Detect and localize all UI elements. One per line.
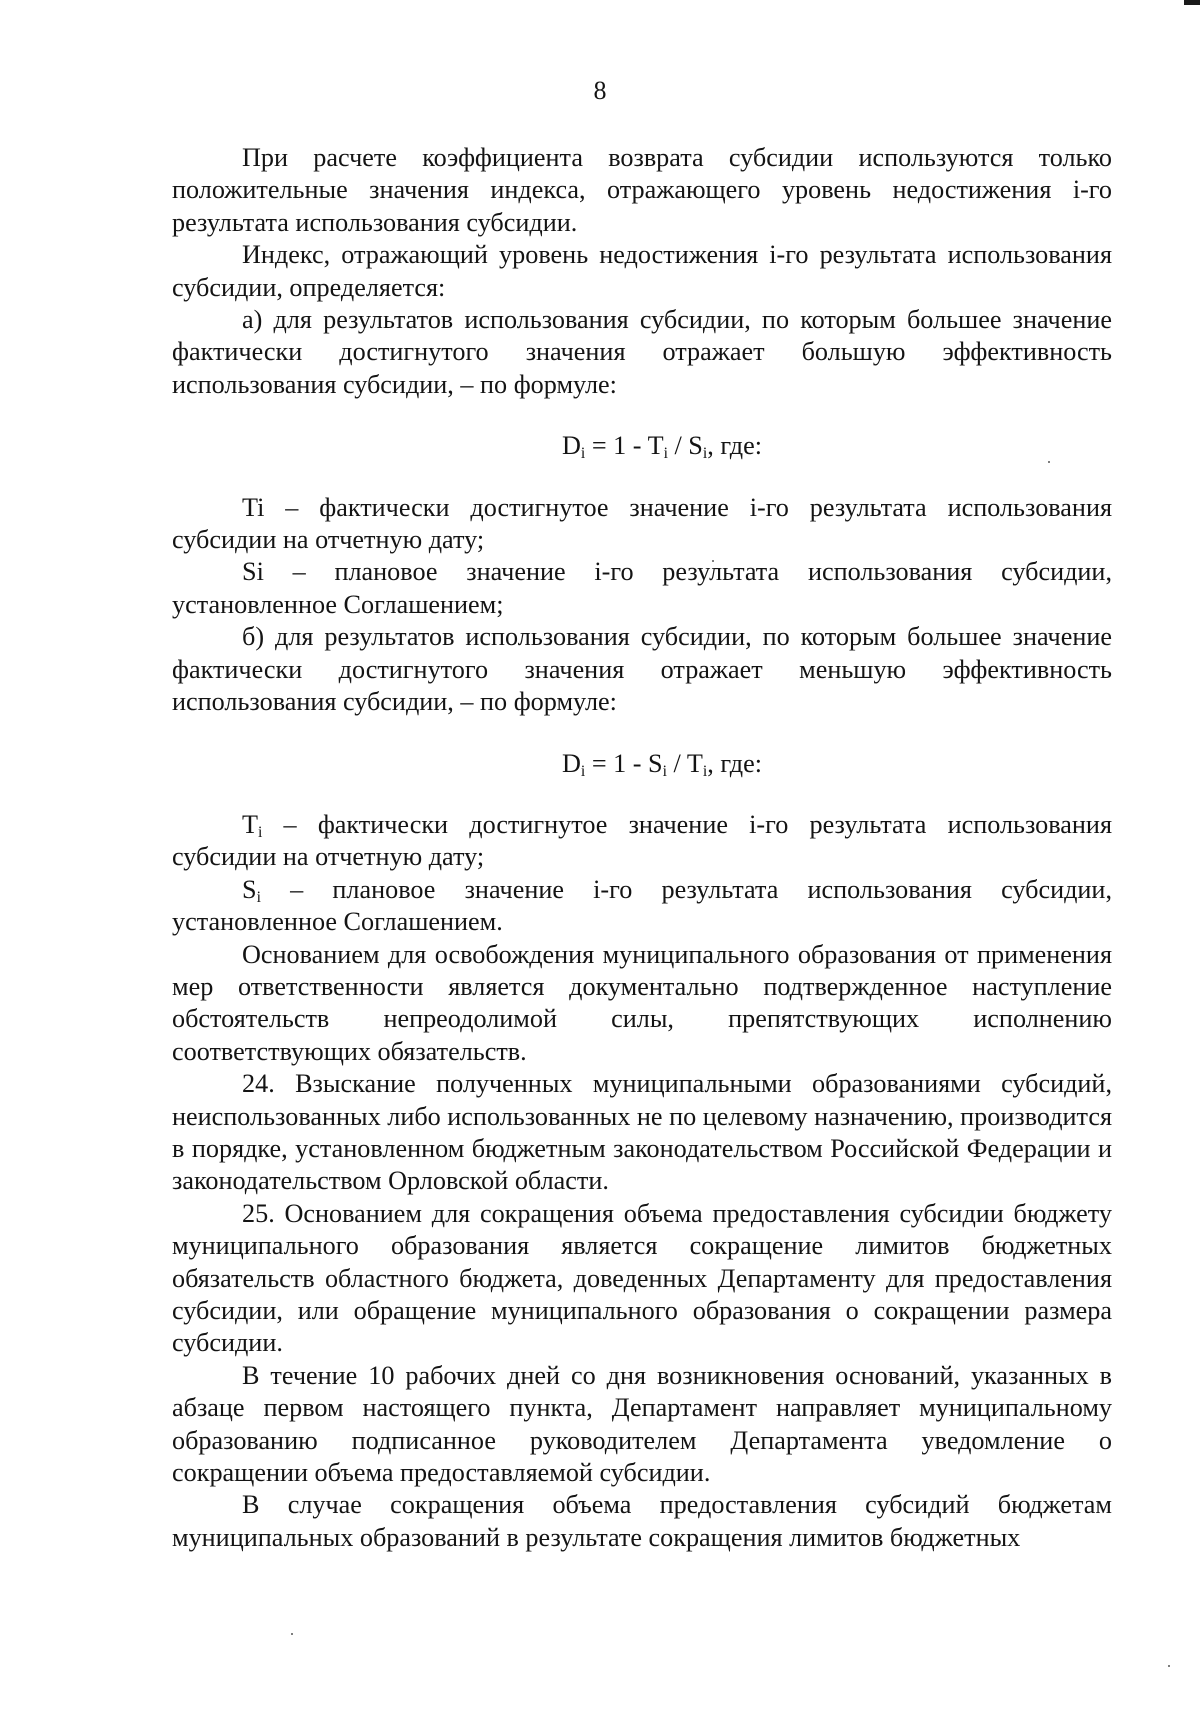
paragraph [172,1198,1112,1360]
text-run: При расчете коэффициента возврата субсидии используются только положительные значения индекса, отражающего уровень недостижения i-го результата использования субсидии. [172,143,1112,237]
page-number: 8 [593,76,607,105]
text-run: Основанием для освобождения муниципального образования от применения мер ответственности является документально подтвержденное наступление обстоятельств непреодолимой силы, препятствующих исполнению соответствующих обязательств. [172,939,1112,1066]
paragraph [172,556,1112,621]
paragraph [172,1489,1112,1554]
text-run: D [561,431,581,461]
text-run: , где: [707,431,763,461]
paragraph [172,1068,1112,1198]
paragraph [172,304,1112,401]
text-run: В течение 10 рабочих дней со дня возникновения оснований, указанных в абзаце первом настоящего пункта, Департамент направляет муниципальному образованию подписанное руководителем Департамента уведомление о сокращении объема предоставляемой субсидии. [172,1360,1112,1488]
text-run: / T [666,748,703,778]
text-run: 24. Взыскание полученных муниципальными образованиями субсидий, неиспользованных либо использованных не по целевому назначению, производится в порядке, установленном бюджетным законодательством Российской Федерации и законодательством Орловской области. [172,1069,1112,1196]
paragraph [172,239,1112,304]
paragraph [172,809,1112,874]
scan-speck [291,1633,293,1635]
text-run: 25. Основанием для сокращения объема предоставления субсидии бюджету муниципального образования является сокращение лимитов бюджетных обязательств областного бюджета, доведенных Департаменту для предоставления субсидии, или обращение муниципального образования о сокращении размера субсидии. [172,1198,1112,1358]
subscript-index: i [662,762,667,780]
subscript-index: i [580,445,586,463]
paragraph [172,939,1112,1069]
subscript-index: i [702,445,708,463]
text-run: б) для результатов использования субсидии, по которым большее значение фактически достигнутого значения отражает меньшую эффективность использования субсидии, – по формуле: [172,622,1112,717]
scan-speck [1168,1665,1170,1667]
text-run: = 1 - S [585,748,663,778]
paragraph [172,1360,1112,1490]
paragraph [172,142,1112,239]
text-run: а) для результатов использования субсидии, по которым большее значение фактически достигнутого значения отражает большую эффективность использования субсидии, – по формуле: [172,305,1112,399]
text-run: – плановое значение i-го результата использования субсидии, установленное Соглашением. [172,874,1112,937]
document-body [172,142,1112,1554]
text-run: , где: [707,748,763,778]
subscript-index: i [256,888,261,906]
text-run: T [242,809,258,839]
subscript-index: i [663,445,668,463]
subscript-index: i [258,823,263,841]
text-run: – фактически достигнутое значение i-го результата использования субсидии на отчетную дату; [172,809,1112,872]
text-run: D [561,748,581,778]
formula [172,430,1112,462]
scan-edge-mark [1184,0,1200,5]
text-run: Индекс, отражающий уровень недостижения i-го результата использования субсидии, определяется: [172,240,1112,302]
text-run: Ti – фактически достигнутое значение i-го результата использования субсидии на отчетную дату; [172,492,1112,555]
formula [172,748,1112,780]
text-run: / S [667,431,703,461]
subscript-index: i [702,762,708,780]
text-run: S [242,874,257,904]
subscript-index: i [580,762,586,780]
text-run: = 1 - T [585,431,664,461]
text-run: Si – плановое значение i-го результата использования субсидии, установленное Соглашением; [172,557,1112,619]
paragraph [172,621,1112,718]
text-run: В случае сокращения объема предоставления субсидий бюджетам муниципальных образований в результате сокращения лимитов бюджетных [172,1490,1112,1552]
paragraph [172,874,1112,939]
paragraph [172,492,1112,557]
